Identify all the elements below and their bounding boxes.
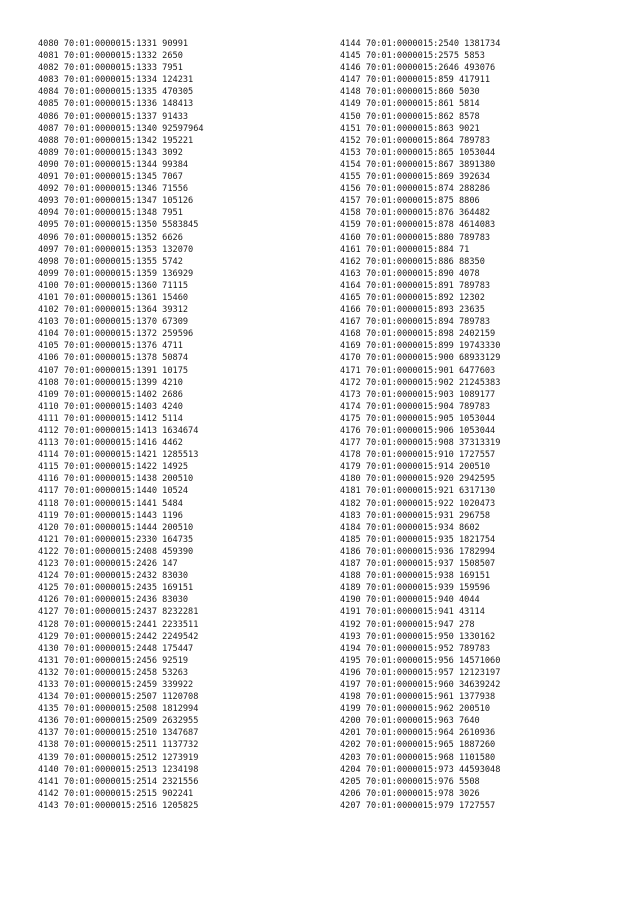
record-line: 4101 70:01:0000015:1361 15460 (38, 292, 189, 303)
record-line: 4171 70:01:0000015:901 6477603 (340, 365, 496, 376)
record-line: 4106 70:01:0000015:1378 50874 (38, 353, 189, 364)
record-line: 4159 70:01:0000015:878 4614083 (340, 220, 496, 231)
record-line: 4130 70:01:0000015:2448 175447 (38, 643, 194, 654)
record-line: 4186 70:01:0000015:936 1782994 (340, 546, 496, 557)
record-line: 4087 70:01:0000015:1340 92597964 (38, 123, 204, 134)
record-line: 4187 70:01:0000015:937 1508507 (340, 559, 496, 570)
record-line: 4082 70:01:0000015:1333 7951 (38, 63, 183, 74)
record-line: 4103 70:01:0000015:1370 67309 (38, 317, 189, 328)
record-line: 4182 70:01:0000015:922 1020473 (340, 498, 496, 509)
record-line: 4157 70:01:0000015:875 8806 (340, 196, 480, 207)
record-line: 4196 70:01:0000015:957 12123197 (340, 667, 501, 678)
record-line: 4154 70:01:0000015:867 3891380 (340, 159, 496, 170)
record-line: 4089 70:01:0000015:1343 3092 (38, 147, 183, 158)
record-line: 4138 70:01:0000015:2511 1137732 (38, 740, 199, 751)
record-line: 4200 70:01:0000015:963 7640 (340, 716, 480, 727)
record-line: 4173 70:01:0000015:903 1089177 (340, 389, 496, 400)
record-line: 4090 70:01:0000015:1344 99384 (38, 159, 189, 170)
record-line: 4199 70:01:0000015:962 200510 (340, 704, 491, 715)
record-line: 4117 70:01:0000015:1440 10524 (38, 486, 189, 497)
record-line: 4143 70:01:0000015:2516 1205825 (38, 800, 199, 811)
record-line: 4119 70:01:0000015:1443 1196 (38, 510, 183, 521)
record-line: 4164 70:01:0000015:891 789783 (340, 280, 491, 291)
record-line: 4198 70:01:0000015:961 1377938 (340, 692, 496, 703)
record-line: 4123 70:01:0000015:2426 147 (38, 559, 178, 570)
record-line: 4148 70:01:0000015:860 5030 (340, 87, 480, 98)
record-line: 4206 70:01:0000015:978 3026 (340, 788, 480, 799)
record-line: 4111 70:01:0000015:1412 5114 (38, 413, 183, 424)
record-line: 4162 70:01:0000015:886 88350 (340, 256, 485, 267)
record-line: 4096 70:01:0000015:1352 6626 (38, 232, 183, 243)
record-line: 4155 70:01:0000015:869 392634 (340, 172, 491, 183)
record-line: 4183 70:01:0000015:931 296758 (340, 510, 491, 521)
record-line: 4139 70:01:0000015:2512 1273919 (38, 752, 199, 763)
record-line: 4151 70:01:0000015:863 9021 (340, 123, 480, 134)
record-line: 4170 70:01:0000015:900 68933129 (340, 353, 501, 364)
record-line: 4197 70:01:0000015:960 34639242 (340, 679, 501, 690)
record-line: 4178 70:01:0000015:910 1727557 (340, 450, 496, 461)
record-line: 4102 70:01:0000015:1364 39312 (38, 305, 189, 316)
record-line: 4104 70:01:0000015:1372 259596 (38, 329, 194, 340)
record-line: 4195 70:01:0000015:956 14571060 (340, 655, 501, 666)
record-line: 4175 70:01:0000015:905 1053044 (340, 413, 496, 424)
record-line: 4144 70:01:0000015:2540 1381734 (340, 39, 501, 49)
record-line: 4121 70:01:0000015:2330 164735 (38, 534, 194, 545)
record-line: 4190 70:01:0000015:940 4044 (340, 595, 480, 606)
record-line: 4141 70:01:0000015:2514 2321556 (38, 776, 199, 787)
record-line: 4158 70:01:0000015:876 364482 (340, 208, 491, 219)
record-line: 4140 70:01:0000015:2513 1234198 (38, 764, 199, 775)
record-line: 4094 70:01:0000015:1348 7951 (38, 208, 183, 219)
record-line: 4129 70:01:0000015:2442 2249542 (38, 631, 199, 642)
record-line: 4092 70:01:0000015:1346 71556 (38, 184, 189, 195)
record-line: 4205 70:01:0000015:976 5508 (340, 776, 480, 787)
record-line: 4081 70:01:0000015:1332 2650 (38, 51, 183, 62)
record-line: 4166 70:01:0000015:893 23635 (340, 305, 485, 316)
record-line: 4088 70:01:0000015:1342 195221 (38, 135, 194, 146)
record-line: 4184 70:01:0000015:934 8602 (340, 522, 480, 533)
record-line: 4118 70:01:0000015:1441 5484 (38, 498, 183, 509)
record-line: 4168 70:01:0000015:898 2402159 (340, 329, 496, 340)
record-line: 4203 70:01:0000015:968 1101580 (340, 752, 496, 763)
record-line: 4174 70:01:0000015:904 789783 (340, 401, 491, 412)
record-line: 4176 70:01:0000015:906 1053044 (340, 426, 496, 436)
record-line: 4113 70:01:0000015:1416 4462 (38, 438, 183, 449)
record-line: 4080 70:01:0000015:1331 90991 (38, 39, 189, 49)
record-line: 4109 70:01:0000015:1402 2686 (38, 389, 183, 400)
record-line: 4204 70:01:0000015:973 44593048 (340, 764, 501, 775)
record-line: 4146 70:01:0000015:2646 493076 (340, 63, 496, 74)
record-line: 4169 70:01:0000015:899 19743330 (340, 341, 501, 352)
record-line: 4134 70:01:0000015:2507 1120708 (38, 692, 199, 703)
record-line: 4112 70:01:0000015:1413 1634674 (38, 426, 199, 436)
record-line: 4086 70:01:0000015:1337 91433 (38, 111, 189, 122)
record-line: 4172 70:01:0000015:902 21245383 (340, 377, 501, 388)
record-line: 4085 70:01:0000015:1336 148413 (38, 99, 194, 110)
record-line: 4145 70:01:0000015:2575 5853 (340, 51, 485, 62)
record-line: 4132 70:01:0000015:2458 53263 (38, 667, 189, 678)
record-line: 4180 70:01:0000015:920 2942595 (340, 474, 496, 485)
record-line: 4084 70:01:0000015:1335 470305 (38, 87, 194, 98)
record-line: 4165 70:01:0000015:892 12302 (340, 292, 485, 303)
record-line: 4097 70:01:0000015:1353 132070 (38, 244, 194, 255)
record-line: 4131 70:01:0000015:2456 92519 (38, 655, 189, 666)
record-line: 4107 70:01:0000015:1391 10175 (38, 365, 189, 376)
record-line: 4099 70:01:0000015:1359 136929 (38, 268, 194, 279)
record-line: 4188 70:01:0000015:938 169151 (340, 571, 491, 582)
record-line: 4142 70:01:0000015:2515 902241 (38, 788, 194, 799)
record-line: 4149 70:01:0000015:861 5814 (340, 99, 480, 110)
record-line: 4095 70:01:0000015:1350 5583845 (38, 220, 199, 231)
record-line: 4108 70:01:0000015:1399 4210 (38, 377, 183, 388)
record-line: 4105 70:01:0000015:1376 4711 (38, 341, 183, 352)
record-line: 4191 70:01:0000015:941 43114 (340, 607, 485, 618)
record-line: 4194 70:01:0000015:952 789783 (340, 643, 491, 654)
record-line: 4125 70:01:0000015:2435 169151 (38, 583, 194, 594)
record-line: 4137 70:01:0000015:2510 1347687 (38, 728, 199, 739)
record-line: 4163 70:01:0000015:890 4078 (340, 268, 480, 279)
record-line: 4114 70:01:0000015:1421 1285513 (38, 450, 199, 461)
record-line: 4147 70:01:0000015:859 417911 (340, 75, 491, 86)
record-line: 4128 70:01:0000015:2441 2233511 (38, 619, 199, 630)
record-line: 4153 70:01:0000015:865 1053044 (340, 147, 496, 158)
record-line: 4093 70:01:0000015:1347 105126 (38, 196, 194, 207)
record-line: 4110 70:01:0000015:1403 4240 (38, 401, 183, 412)
left-column-list (38, 38, 204, 812)
record-line: 4115 70:01:0000015:1422 14925 (38, 462, 189, 473)
record-line: 4201 70:01:0000015:964 2610936 (340, 728, 496, 739)
record-line: 4156 70:01:0000015:874 288286 (340, 184, 491, 195)
record-line: 4189 70:01:0000015:939 159596 (340, 583, 491, 594)
record-line: 4098 70:01:0000015:1355 5742 (38, 256, 183, 267)
record-line: 4185 70:01:0000015:935 1821754 (340, 534, 496, 545)
record-line: 4100 70:01:0000015:1360 71115 (38, 280, 189, 291)
record-line: 4126 70:01:0000015:2436 83030 (38, 595, 189, 606)
record-line: 4179 70:01:0000015:914 200510 (340, 462, 491, 473)
record-line: 4135 70:01:0000015:2508 1812994 (38, 704, 199, 715)
record-line: 4116 70:01:0000015:1438 200510 (38, 474, 194, 485)
record-line: 4161 70:01:0000015:884 71 (340, 244, 470, 255)
record-line: 4160 70:01:0000015:880 789783 (340, 232, 491, 243)
record-line: 4193 70:01:0000015:950 1330162 (340, 631, 496, 642)
record-line: 4181 70:01:0000015:921 6317130 (340, 486, 496, 497)
record-line: 4133 70:01:0000015:2459 339922 (38, 679, 194, 690)
record-line: 4120 70:01:0000015:1444 200510 (38, 522, 194, 533)
record-line: 4091 70:01:0000015:1345 7067 (38, 172, 183, 183)
record-line: 4177 70:01:0000015:908 37313319 (340, 438, 501, 449)
record-line: 4207 70:01:0000015:979 1727557 (340, 800, 496, 811)
record-line: 4192 70:01:0000015:947 278 (340, 619, 475, 630)
record-line: 4136 70:01:0000015:2509 2632955 (38, 716, 199, 727)
record-line: 4152 70:01:0000015:864 789783 (340, 135, 491, 146)
record-line: 4083 70:01:0000015:1334 124231 (38, 75, 194, 86)
record-line: 4122 70:01:0000015:2408 459390 (38, 546, 194, 557)
record-line: 4202 70:01:0000015:965 1887260 (340, 740, 496, 751)
right-column-list (340, 38, 500, 812)
record-line: 4124 70:01:0000015:2432 83030 (38, 571, 189, 582)
record-line: 4127 70:01:0000015:2437 8232281 (38, 607, 199, 618)
record-line: 4150 70:01:0000015:862 8578 (340, 111, 480, 122)
record-line: 4167 70:01:0000015:894 789783 (340, 317, 491, 328)
